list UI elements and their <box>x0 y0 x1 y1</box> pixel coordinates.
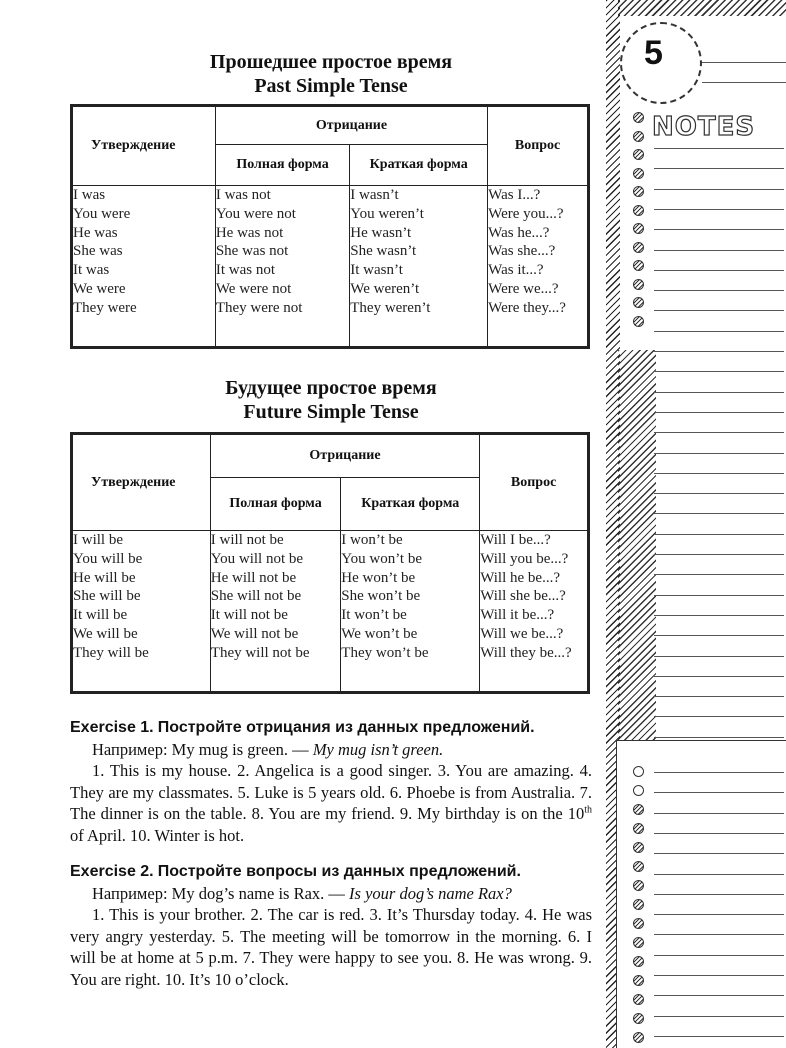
list-item: We weren’t <box>350 280 420 297</box>
note-line <box>654 412 784 413</box>
note-line <box>654 792 784 793</box>
list-item: You will not be <box>210 550 304 567</box>
note-line <box>654 270 784 271</box>
exercise-1-example <box>70 739 592 761</box>
ring-icon <box>633 861 644 872</box>
list-item: He wasn’t <box>350 224 412 241</box>
ring-icon <box>633 205 644 216</box>
past-question-cell <box>488 186 589 348</box>
note-line <box>654 696 784 697</box>
list-item: They will not be <box>210 644 310 661</box>
header-affirmative: Утверждение <box>72 106 216 186</box>
note-line <box>654 676 784 677</box>
note-line <box>654 310 784 311</box>
note-line <box>654 975 784 976</box>
note-line <box>654 595 784 596</box>
note-line <box>654 189 784 190</box>
ring-icon <box>633 899 644 910</box>
header-question: Вопрос <box>480 434 589 531</box>
note-line <box>654 493 784 494</box>
note-line <box>654 813 784 814</box>
ring-icon <box>633 823 644 834</box>
note-line <box>702 82 786 83</box>
note-line <box>654 874 784 875</box>
exercise-2-title <box>70 860 592 883</box>
sentences-part-b: of April. 10. Winter is hot. <box>70 825 245 845</box>
list-item: We will not be <box>210 625 299 642</box>
note-line <box>654 955 784 956</box>
list-item: They weren’t <box>350 299 431 316</box>
header-full-form: Полная форма <box>210 478 341 531</box>
list-item: I wasn’t <box>350 187 399 203</box>
future-short-cell <box>341 531 480 693</box>
list-item: Were they...? <box>488 299 566 316</box>
note-line <box>654 371 784 372</box>
note-line <box>654 534 784 535</box>
ring-icon <box>633 785 644 796</box>
note-line <box>654 148 784 149</box>
note-line <box>654 574 784 575</box>
note-line <box>654 894 784 895</box>
ring-icon <box>633 168 644 179</box>
list-item: I will not be <box>210 532 284 548</box>
list-item: It will not be <box>210 607 288 624</box>
list-item: Was I...? <box>488 187 541 203</box>
exercise-2-example <box>70 883 592 905</box>
future-simple-table <box>70 432 590 694</box>
example-answer: My mug isn’t green. <box>312 739 444 759</box>
ring-icon <box>633 994 644 1005</box>
future-simple-heading <box>70 376 592 424</box>
list-item: She was not <box>215 243 289 260</box>
list-item: They will be <box>73 644 149 661</box>
note-line <box>654 833 784 834</box>
note-line <box>654 229 784 230</box>
past-affirmative-cell <box>72 186 216 348</box>
ring-icon <box>633 149 644 160</box>
example-answer: Is your dog’s name Rax? <box>349 883 512 903</box>
list-item: Will she be...? <box>480 588 566 605</box>
note-line <box>654 995 784 996</box>
exercise-1-sentences <box>70 760 592 846</box>
list-item: It won’t be <box>341 607 407 624</box>
top-hatch-decoration <box>618 0 786 16</box>
header-short-form: Краткая форма <box>341 478 480 531</box>
past-full-cell <box>215 186 349 348</box>
list-item: Was he...? <box>488 224 550 241</box>
note-line <box>654 635 784 636</box>
ring-icon <box>633 766 644 777</box>
list-item: She will not be <box>210 588 302 605</box>
exercise-2-sentences: 1. This is your brother. 2. The car is red. 3. It’s Thursday today. 4. He was very angry yesterday. 5. The meeting will be tomorrow in the morning. 6. I will be at home at 5 p.m. 7. They were happy to see you. 8. He was wrong. 9. You are right. 10. It’s 10 o’clock. <box>70 905 592 989</box>
note-line <box>654 656 784 657</box>
list-item: You will be <box>73 550 143 567</box>
list-item: It was not <box>215 262 275 279</box>
header-question: Вопрос <box>488 106 589 186</box>
list-item: Will we be...? <box>480 625 564 642</box>
ring-icon <box>633 279 644 290</box>
note-line <box>654 554 784 555</box>
header-short-form: Краткая форма <box>350 145 488 186</box>
note-line <box>654 1036 784 1037</box>
exercise-2-label: Exercise 2. <box>70 863 154 880</box>
list-item: It was <box>73 262 110 279</box>
note-line <box>654 331 784 332</box>
page-number: 5 <box>644 34 663 72</box>
exercise-1-instruction: Постройте отрицания из данных предложений. <box>157 719 535 736</box>
note-line <box>654 934 784 935</box>
list-item: You were not <box>215 205 296 222</box>
list-item: He was <box>73 224 118 241</box>
note-line <box>654 392 784 393</box>
note-line <box>654 615 784 616</box>
past-title-ru: Прошедшее простое время <box>209 51 453 73</box>
header-affirmative: Утверждение <box>72 434 211 531</box>
past-short-cell <box>350 186 488 348</box>
ordinal-suffix: th <box>584 804 592 816</box>
list-item: Will you be...? <box>480 550 569 567</box>
note-line <box>654 453 784 454</box>
list-item: Was she...? <box>488 243 556 260</box>
note-line <box>654 1016 784 1017</box>
past-simple-heading <box>70 50 592 98</box>
future-title-ru: Будущее простое время <box>225 377 437 399</box>
ring-icon <box>633 186 644 197</box>
note-line <box>654 513 784 514</box>
exercise-1-label: Exercise 1. <box>70 719 154 736</box>
list-item: Were we...? <box>488 280 559 297</box>
note-line <box>654 351 784 352</box>
list-item: You won’t be <box>341 550 423 567</box>
list-item: She won’t be <box>341 588 421 605</box>
future-affirmative-cell <box>72 531 211 693</box>
list-item: Will they be...? <box>480 644 572 661</box>
note-line <box>654 290 784 291</box>
past-simple-table <box>70 104 590 349</box>
ring-icon <box>633 242 644 253</box>
list-item: She will be <box>73 588 141 605</box>
note-line <box>654 432 784 433</box>
ring-icon <box>633 804 644 815</box>
note-line <box>654 914 784 915</box>
ring-icon <box>633 842 644 853</box>
list-item: Was it...? <box>488 262 544 279</box>
notes-title: NOTES <box>652 112 756 142</box>
note-line <box>654 250 784 251</box>
list-item: He won’t be <box>341 569 416 586</box>
note-line <box>654 853 784 854</box>
list-item: Will he be...? <box>480 569 560 586</box>
note-line <box>654 473 784 474</box>
example-prefix: Например: My mug is green. — <box>92 739 313 759</box>
ring-icon <box>633 297 644 308</box>
list-item: She was <box>73 243 123 260</box>
header-full-form: Полная форма <box>215 145 349 186</box>
list-item: They were <box>73 299 137 316</box>
past-title-en: Past Simple Tense <box>254 75 408 97</box>
ring-icon <box>633 880 644 891</box>
exercise-1-title <box>70 716 592 739</box>
list-item: We will be <box>73 625 138 642</box>
list-item: He will be <box>73 569 136 586</box>
ring-icon <box>633 1013 644 1024</box>
list-item: Will it be...? <box>480 607 555 624</box>
note-line <box>654 209 784 210</box>
exercise-2-instruction: Постройте вопросы из данных предложений. <box>157 863 521 880</box>
list-item: You weren’t <box>350 205 424 222</box>
ring-icon <box>633 223 644 234</box>
list-item: She wasn’t <box>350 243 417 260</box>
notes-column <box>606 0 786 1048</box>
future-question-cell <box>480 531 589 693</box>
list-item: We won’t be <box>341 625 418 642</box>
ring-icon <box>633 975 644 986</box>
ring-icon <box>633 918 644 929</box>
note-line <box>654 716 784 717</box>
list-item: It will be <box>73 607 128 624</box>
list-item: We were not <box>215 280 292 297</box>
list-item: They won’t be <box>341 644 429 661</box>
list-item: Will I be...? <box>480 532 551 548</box>
list-item: You were <box>73 205 131 222</box>
exercise-1 <box>70 716 592 847</box>
ring-icon <box>633 1032 644 1043</box>
ring-icon <box>633 131 644 142</box>
header-negative: Отрицание <box>215 106 487 145</box>
list-item: We were <box>73 280 126 297</box>
hatched-spine-decoration <box>618 350 656 750</box>
future-title-en: Future Simple Tense <box>243 401 419 423</box>
ring-icon <box>633 112 644 123</box>
list-item: He will not be <box>210 569 297 586</box>
note-line <box>702 62 786 63</box>
future-full-cell <box>210 531 341 693</box>
ring-icon <box>633 937 644 948</box>
list-item: I was not <box>215 187 271 203</box>
ring-icon <box>633 260 644 271</box>
list-item: He was not <box>215 224 284 241</box>
example-prefix: Например: My dog’s name is Rax. — <box>92 883 350 903</box>
header-negative: Отрицание <box>210 434 479 478</box>
note-line <box>654 168 784 169</box>
ring-icon <box>633 956 644 967</box>
list-item: I won’t be <box>341 532 403 548</box>
list-item: They were not <box>215 299 303 316</box>
note-line <box>654 737 784 738</box>
exercise-2 <box>70 860 592 991</box>
sentences-part-a: 1. This is my house. 2. Angelica is a good singer. 3. You are amazing. 4. They are my classmates. 5. Luke is 5 years old. 6. Phoebe is from Australia. 7. The dinner is on the table. 8. You are my friend. 9. My birthday is on the 10 <box>70 761 592 824</box>
list-item: It wasn’t <box>350 262 403 279</box>
note-line <box>654 772 784 773</box>
list-item: Were you...? <box>488 205 564 222</box>
list-item: I was <box>73 187 106 203</box>
list-item: I will be <box>73 532 123 548</box>
ring-icon <box>633 316 644 327</box>
